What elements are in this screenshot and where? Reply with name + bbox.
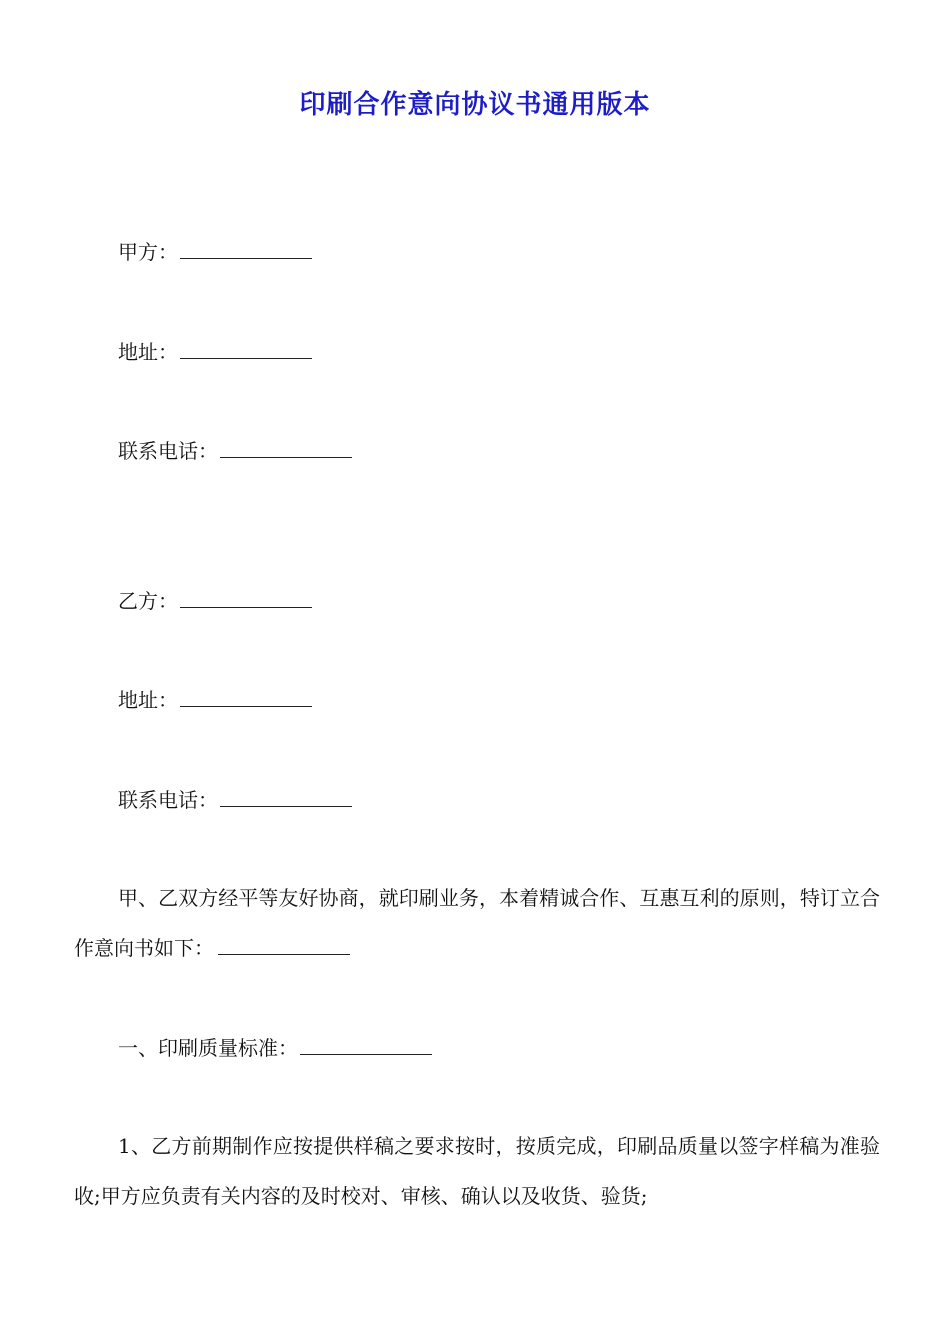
section-1-heading: 一、印刷质量标准：: [118, 1036, 298, 1060]
intro-blank: [218, 936, 350, 955]
section-1-blank: [300, 1036, 432, 1055]
party-b-phone-blank: [220, 788, 352, 807]
party-b-address-line: [118, 686, 312, 714]
party-b-phone-line: [118, 786, 352, 814]
party-b-line: [118, 587, 312, 615]
party-a-blank: [180, 240, 312, 259]
party-a-address-blank: [180, 340, 312, 359]
party-b-label: 乙方：: [118, 589, 178, 613]
party-a-phone-line: [118, 437, 352, 465]
party-b-phone-label: 联系电话：: [118, 788, 218, 812]
party-a-phone-blank: [220, 439, 352, 458]
intro-text: 甲、乙双方经平等友好协商，就印刷业务，本着精诚合作、互惠互利的原则，特订立合作意向书如下：: [74, 886, 880, 960]
intro-paragraph: [74, 873, 880, 973]
party-b-address-label: 地址：: [118, 688, 178, 712]
party-a-address-line: [118, 338, 312, 366]
party-a-address-label: 地址：: [118, 340, 178, 364]
party-a-label: 甲方：: [118, 240, 178, 264]
section-1-heading-line: [118, 1034, 432, 1062]
clause-1-text: 1、乙方前期制作应按提供样稿之要求按时，按质完成，印刷品质量以签字样稿为准验收;甲方应负责有关内容的及时校对、审核、确认以及收货、验货;: [74, 1134, 880, 1208]
party-b-address-blank: [180, 688, 312, 707]
party-a-phone-label: 联系电话：: [118, 439, 218, 463]
party-a-line: [118, 238, 312, 266]
document-title: 印刷合作意向协议书通用版本: [299, 90, 651, 120]
clause-1-paragraph: [74, 1121, 880, 1221]
party-b-blank: [180, 589, 312, 608]
